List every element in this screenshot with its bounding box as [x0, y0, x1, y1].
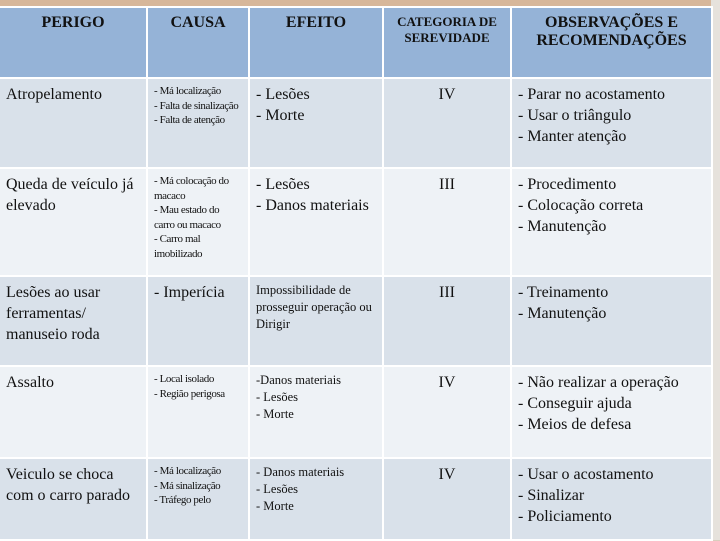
- cell-perigo: [0, 367, 146, 457]
- cell-line: - Danos materiais: [256, 197, 369, 214]
- cell-text: IV: [438, 86, 456, 103]
- cell-observacoes: [512, 459, 711, 539]
- cell-causa: [148, 367, 248, 457]
- cell-line: - Usar o acostamento: [518, 466, 654, 483]
- cell-line: - Morte: [256, 499, 294, 513]
- table-row: [0, 459, 711, 539]
- cell-line: - Parar no acostamento: [518, 86, 666, 103]
- cell-line: - Sinalizar: [518, 487, 585, 504]
- cell-line: - Região perigosa: [154, 387, 225, 400]
- cell-efeito: [250, 367, 382, 457]
- cell-line: - Carro mal imobilizado: [154, 233, 203, 260]
- cell-line: - Má sinalização: [154, 479, 221, 492]
- cell-line: -Danos materiais: [256, 373, 342, 387]
- cell-line: - Mau estado do carro ou macaco: [154, 204, 221, 231]
- header-observacoes: OBSERVAÇÕES E RECOMENDAÇÕES: [512, 8, 711, 77]
- table-row: [0, 169, 711, 275]
- table-row: [0, 277, 711, 365]
- cell-text: III: [439, 176, 455, 193]
- cell-line: - Não realizar a operação: [518, 374, 679, 391]
- cell-perigo: [0, 459, 146, 539]
- cell-text: Lesões ao usar ferramentas/ manuseio roda: [6, 284, 101, 343]
- cell-causa: [148, 459, 248, 539]
- cell-line: - Má localização: [154, 85, 221, 97]
- cell-text: IV: [438, 374, 456, 391]
- cell-categoria: [384, 277, 510, 365]
- cell-categoria: [384, 79, 510, 167]
- cell-observacoes: [512, 169, 711, 275]
- cell-efeito: [250, 79, 382, 167]
- header-categoria: CATEGORIA DE SEREVIDADE: [384, 8, 510, 77]
- cell-line: - Lesões: [256, 176, 310, 193]
- cell-text: IV: [438, 466, 456, 483]
- cell-line: - Manter atenção: [518, 128, 627, 145]
- header-perigo: PERIGO: [0, 8, 146, 77]
- cell-text: Atropelamento: [6, 86, 102, 103]
- cell-line: - Lesões: [256, 86, 310, 103]
- cell-perigo: [0, 277, 146, 365]
- cell-observacoes: [512, 277, 711, 365]
- cell-line: - Usar o triângulo: [518, 107, 632, 124]
- cell-line: - Procedimento: [518, 176, 617, 193]
- cell-line: - Imperícia: [154, 284, 225, 301]
- cell-line: - Danos materiais: [256, 465, 345, 479]
- cell-efeito: [250, 459, 382, 539]
- cell-line: - Local isolado: [154, 373, 214, 385]
- cell-line: - Policiamento: [518, 508, 612, 525]
- cell-text: Assalto: [6, 374, 54, 391]
- table-row: [0, 367, 711, 457]
- cell-categoria: [384, 169, 510, 275]
- table-row: [0, 79, 711, 167]
- cell-text: Queda de veículo já elevado: [6, 176, 134, 214]
- cell-line: - Má localização: [154, 465, 221, 477]
- cell-line: - Meios de defesa: [518, 416, 632, 433]
- cell-perigo: [0, 169, 146, 275]
- cell-line: - Conseguir ajuda: [518, 395, 632, 412]
- cell-categoria: [384, 459, 510, 539]
- cell-observacoes: [512, 367, 711, 457]
- cell-causa: [148, 79, 248, 167]
- cell-categoria: [384, 367, 510, 457]
- risk-table: [0, 6, 713, 541]
- cell-line: - Lesões: [256, 390, 298, 404]
- cell-line: - Falta de atenção: [154, 114, 225, 126]
- cell-line: - Tráfego pelo: [154, 494, 211, 506]
- cell-line: - Manutenção: [518, 305, 607, 322]
- cell-text: Veiculo se choca com o carro parado: [6, 466, 130, 504]
- cell-efeito: [250, 277, 382, 365]
- cell-line: - Morte: [256, 107, 305, 124]
- header-causa: CAUSA: [148, 8, 248, 77]
- cell-causa: [148, 277, 248, 365]
- cell-line: - Morte: [256, 407, 294, 421]
- cell-line: - Colocação correta: [518, 197, 644, 214]
- cell-efeito: [250, 169, 382, 275]
- cell-line: Impossibilidade de prosseguir operação ou Dirigir: [256, 283, 372, 331]
- cell-line: - Má colocação do macaco: [154, 175, 229, 202]
- cell-line: - Lesões: [256, 482, 298, 496]
- cell-line: - Treinamento: [518, 284, 609, 301]
- cell-observacoes: [512, 79, 711, 167]
- cell-perigo: [0, 79, 146, 167]
- header-row: [0, 8, 711, 77]
- cell-causa: [148, 169, 248, 275]
- cell-line: - Falta de sinalização: [154, 99, 239, 112]
- cell-line: - Manutenção: [518, 218, 607, 235]
- cell-text: III: [439, 284, 455, 301]
- header-efeito: EFEITO: [250, 8, 382, 77]
